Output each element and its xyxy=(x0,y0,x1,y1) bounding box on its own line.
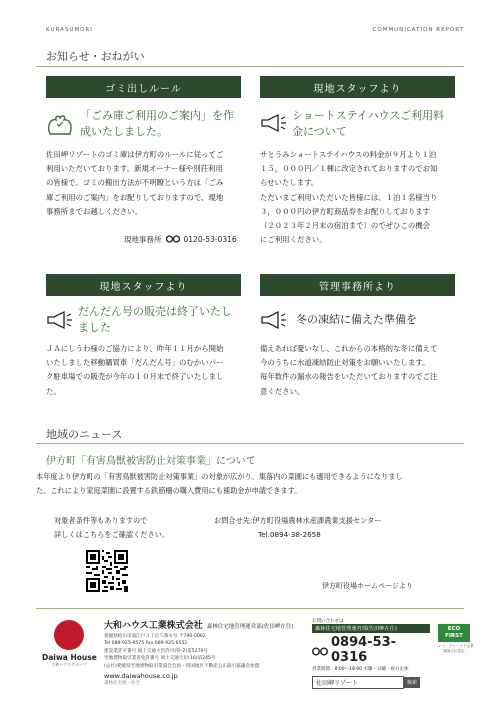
footer-rule xyxy=(36,608,464,609)
small-note: 森林住宅地・住宅 xyxy=(104,681,140,687)
contact-badge: 森林住宅地管理運営部(佐田岬在住) xyxy=(312,624,430,633)
body-line: ３，０００円の伊方町商品券をお配りしております xyxy=(260,206,430,216)
resort-search-field[interactable]: 佐田岬リゾート xyxy=(312,676,404,689)
body-line: た。これにより家庭菜園に設置する鉄筋柵の購入費用にも補助金が申請できます。 xyxy=(36,486,302,496)
address-line: 愛媛県松山市南江戸３丁目５番８号 〒790-0062 xyxy=(104,634,206,639)
band-staff-1: 現地スタッフより xyxy=(260,76,455,98)
freedial-icon xyxy=(166,235,180,245)
band-management: 管理事務所より xyxy=(260,274,455,296)
body-line: ただいまご利用いただいた皆様には、１泊１名様当り xyxy=(260,192,438,202)
body-line: 佐田岬リゾートのゴミ庫は伊方町のルールに従ってご xyxy=(46,150,224,159)
subhead-line: 「ごみ庫ご利用のご案内」を作 xyxy=(80,109,234,122)
band-garbage-rules: ゴミ出しルール xyxy=(46,76,241,98)
address-line: (公社)愛媛県宅地建物取引業協会会員・四国地区不動産公正取引協議会加盟 xyxy=(104,663,260,669)
band-staff-2: 現地スタッフより xyxy=(46,274,241,296)
subhead-line: 成いたしました。 xyxy=(80,125,168,138)
body-line: 庫ご利用のご案内」をお配りしておりますので、現地 xyxy=(46,192,224,202)
megaphone-icon xyxy=(260,113,288,133)
logo-text: Daiwa House xyxy=(42,653,97,662)
body-line: の皆様で、ゴミの搬出方法が不明瞭という方は「ごみ xyxy=(46,178,224,188)
header-right: COMMUNICATION REPORT xyxy=(372,27,464,33)
garbage-bag-icon xyxy=(46,110,76,136)
subhead-line: 金について xyxy=(292,125,347,138)
daiwa-logo[interactable] xyxy=(42,620,96,668)
body-line: にご利用ください。 xyxy=(260,235,327,245)
qr-code[interactable] xyxy=(86,550,128,596)
body-line: らせいたします。 xyxy=(260,178,319,188)
eco-caption: エコ・ファースト企業 xyxy=(438,644,474,648)
header-left: KURASUMORI xyxy=(46,27,93,33)
subhead-line: ました xyxy=(78,321,111,334)
eco-first-badge xyxy=(438,624,474,654)
body-line: ク駐車場での販売が今年の１０月末で終了いたしまし xyxy=(46,372,224,382)
contact-top: お問い合わせは xyxy=(312,619,344,624)
body-line: た。 xyxy=(46,386,61,396)
notices-rule xyxy=(36,66,464,67)
daiwa-logo-mark xyxy=(54,620,84,650)
megaphone-icon xyxy=(260,310,288,330)
body-line: いたしました移動購買車「だんだん号」のむかいパー xyxy=(46,358,224,368)
body-line: 事務所までお越しください。 xyxy=(46,206,143,216)
company-name: 大和ハウス工業株式会社 xyxy=(104,621,203,631)
contact-number[interactable]: 0120-53-0316 xyxy=(183,235,237,244)
body-line: （２０２３年２月末の宿泊まで）のでぜひこの機会 xyxy=(260,221,430,231)
megaphone-icon xyxy=(46,310,74,330)
body-line: 備えあれば憂いなし、これからの本格的な冬に備えて xyxy=(260,344,438,353)
address-line: Tel 089-925-9575 Fax 089-925-6552 xyxy=(104,641,188,647)
inquiry-tel[interactable]: Tel.0894-38-2658 xyxy=(258,530,321,540)
eco-first-mark: ECO FIRST xyxy=(438,624,470,642)
body-line: ＪＡにしうわ様のご協力により、昨年１１月から開始 xyxy=(46,344,224,353)
note-line: 詳しくはこちらをご確認ください。 xyxy=(54,530,170,540)
website-link[interactable]: www.daiwahouse.co.jp xyxy=(104,672,178,681)
subhead-line: だんだん号の販売は終了いたし xyxy=(78,305,232,318)
body-line: 利用いただいております。新規オーナー様や別荘利用 xyxy=(46,164,223,174)
news-headline: 伊方町「有害鳥獣被害防止対策事業」について xyxy=(46,456,256,467)
address-line: 建設業許可番号 国土交通大臣許可(特-2)第5270号 xyxy=(104,648,209,654)
inquiry-label: お問合せ先:伊方町役場農林水産課農業支援センター xyxy=(214,516,382,525)
body-line: 意ください。 xyxy=(260,386,305,396)
footer-phone[interactable]: 0894-53-0316 xyxy=(331,635,397,665)
eco-caption-2: 環境大臣認定 xyxy=(443,649,465,653)
address-line: 宅地建物取引業者免許番号 国土交通大臣(16)第245号 xyxy=(104,656,216,662)
freedial-icon xyxy=(312,641,328,660)
body-line: 今のうちに水道凍結防止対策をお願いいたします。 xyxy=(260,358,430,368)
contact-label: 現地事務所 xyxy=(124,235,162,244)
search-button[interactable]: 検索 xyxy=(404,677,420,688)
body-line: １５，０００円／１棟に改定されておりますのでお知 xyxy=(260,164,438,174)
qr-caption: 伊方町役場ホームページより xyxy=(322,582,413,590)
logo-sub: 大和ハウスグループ xyxy=(51,662,87,667)
notices-title: お知らせ・おねがい xyxy=(46,50,145,63)
news-rule xyxy=(36,443,464,444)
subhead-line: 冬の凍結に備えた準備を xyxy=(296,313,417,326)
division-name: 森林住宅地管理運営部(佐田岬在住) xyxy=(206,624,294,630)
body-line: サとうみショートステイハウスの料金が９月より１泊 xyxy=(260,150,437,159)
body-line: 本年度より伊方町の「有害鳥獣被害防止対策事業」の対象が広がり、集落内の菜園にも適用できるようになりまし xyxy=(36,472,403,481)
note-line: 対象者条件等もありますので xyxy=(54,516,148,525)
subhead-line: ショートステイハウスご利用料 xyxy=(292,109,445,122)
body-line: 毎年数件の漏水の報告をいただいておりますのでご注 xyxy=(260,372,438,382)
hours: 営業時間：8:00～18:00 水曜・日曜・祝日定休 xyxy=(312,667,409,672)
news-title: 地域のニュース xyxy=(46,428,123,441)
